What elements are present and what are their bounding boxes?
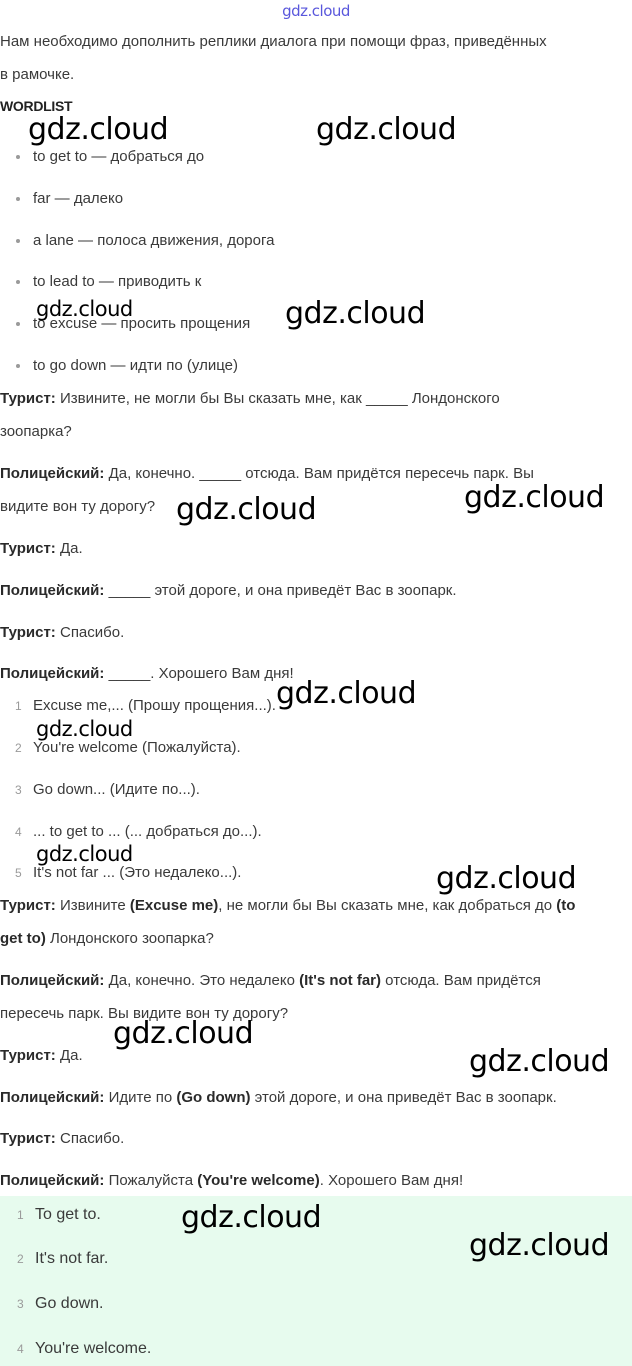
phrase-item: 4 ... to get to ... (... добраться до...). (15, 823, 262, 840)
watermark: gdz.cloud (176, 492, 317, 527)
answer-item: 3 Go down. (17, 1295, 104, 1312)
watermark: gdz.cloud (181, 1200, 322, 1235)
watermark: gdz.cloud (36, 297, 133, 321)
bullet-icon (16, 364, 20, 368)
intro-line-1: Нам необходимо дополнить реплики диалога при помощи фраз, приведённых (0, 33, 547, 50)
phrase-item: 2 You're welcome (Пожалуйста). (15, 739, 241, 756)
watermark: gdz.cloud (316, 112, 457, 147)
watermark: gdz.cloud (469, 1228, 610, 1263)
list-item: to excuse — просить прощения (16, 315, 250, 332)
wordlist-title: WORDLIST (0, 98, 73, 114)
bullet-icon (16, 239, 20, 243)
bullet-icon (16, 280, 20, 284)
phrase-item: 5 It's not far ... (Это недалеко...). (15, 864, 242, 881)
phrase-item: 1 Excuse me,... (Прошу прощения...). (15, 697, 276, 714)
list-item: to get to — добраться до (16, 148, 204, 165)
dialogue-line: видите вон ту дорогу? (0, 498, 156, 515)
solution-line: Турист: Да. (0, 1047, 83, 1064)
intro-line-2: в рамочке. (0, 66, 75, 83)
dialogue-line: Полицейский: _____. Хорошего Вам дня! (0, 665, 294, 682)
watermark: gdz.cloud (276, 676, 417, 711)
solution-line: пересечь парк. Вы видите вон ту дорогу? (0, 1005, 289, 1022)
watermark: gdz.cloud (469, 1044, 610, 1079)
answer-item: 1 To get to. (17, 1206, 101, 1223)
answer-item: 4 You're welcome. (17, 1340, 152, 1357)
solution-line: Полицейский: Идите по (Go down) этой дороге, и она приведёт Вас в зоопарк. (0, 1089, 557, 1106)
dialogue-line: зоопарка? (0, 423, 72, 440)
dialogue-line: Полицейский: Да, конечно. _____ отсюда. Вам придётся пересечь парк. Вы (0, 465, 534, 482)
solution-line: Полицейский: Пожалуйста (You're welcome). Хорошего Вам дня! (0, 1172, 464, 1189)
dialogue-line: Турист: Да. (0, 540, 83, 557)
watermark: gdz.cloud (36, 842, 133, 866)
watermark: gdz.cloud (113, 1016, 254, 1051)
dialogue-line: Турист: Извините, не могли бы Вы сказать мне, как _____ Лондонского (0, 390, 500, 407)
solution-line: Турист: Спасибо. (0, 1130, 125, 1147)
solution-line: get to) Лондонского зоопарка? (0, 930, 214, 947)
watermark: gdz.cloud (436, 861, 577, 896)
bullet-icon (16, 155, 20, 159)
list-item: a lane — полоса движения, дорога (16, 232, 274, 249)
solution-line: Турист: Извините (Excuse me), не могли бы Вы сказать мне, как добраться до (to (0, 897, 576, 914)
bullet-icon (16, 197, 20, 201)
phrase-item: 3 Go down... (Идите по...). (15, 781, 200, 798)
list-item: far — далеко (16, 190, 123, 207)
watermark: gdz.cloud (464, 480, 605, 515)
dialogue-line: Полицейский: _____ этой дороге, и она приведёт Вас в зоопарк. (0, 582, 457, 599)
list-item: to lead to — приводить к (16, 273, 201, 290)
bullet-icon (16, 322, 20, 326)
dialogue-line: Турист: Спасибо. (0, 624, 125, 641)
watermark: gdz.cloud (28, 112, 169, 147)
list-item: to go down — идти по (улице) (16, 357, 238, 374)
watermark: gdz.cloud (285, 296, 426, 331)
answer-item: 2 It's not far. (17, 1250, 109, 1267)
solution-line: Полицейский: Да, конечно. Это недалеко (It's not far) отсюда. Вам придётся (0, 972, 541, 989)
watermark: gdz.cloud (36, 717, 133, 741)
header-watermark: gdz.cloud (282, 2, 350, 20)
